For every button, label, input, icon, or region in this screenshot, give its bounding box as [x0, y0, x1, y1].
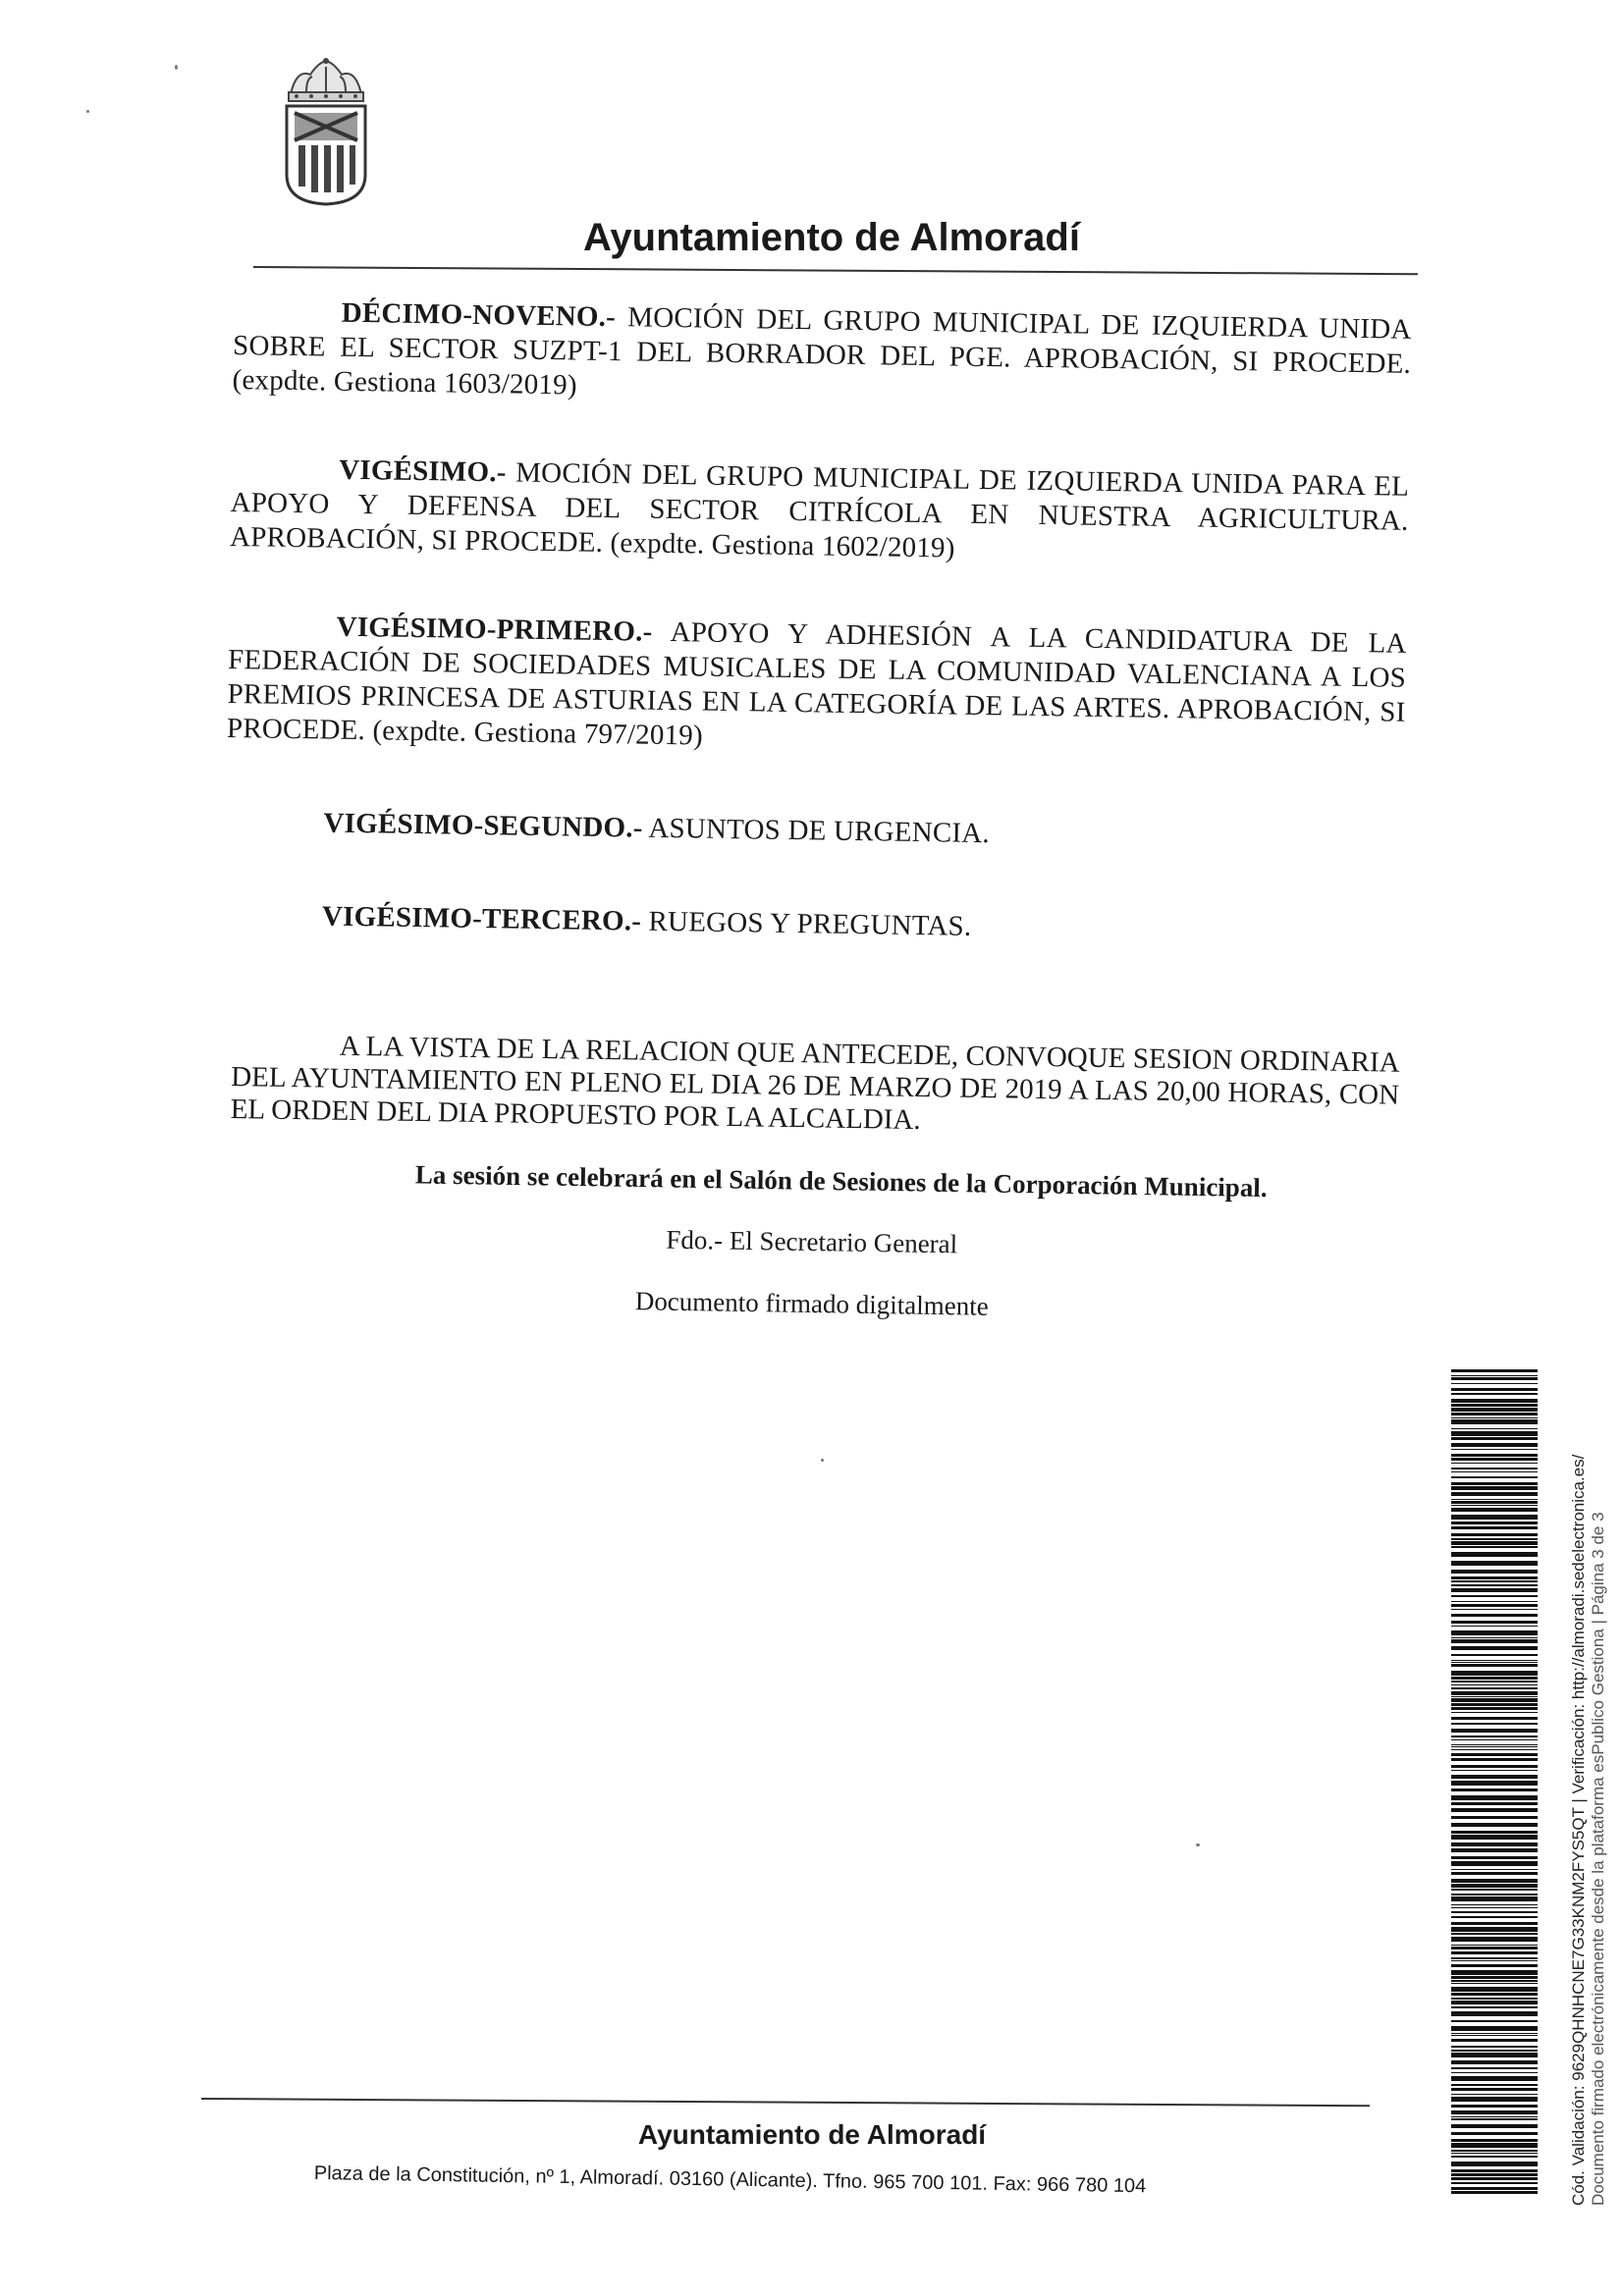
barcode-bar — [1451, 2156, 1538, 2158]
coat-of-arms-icon — [277, 57, 375, 209]
barcode-bar — [1451, 1499, 1538, 1500]
barcode-bar — [1451, 2026, 1538, 2031]
barcode-bar — [1451, 1861, 1538, 1866]
barcode-bar — [1451, 1993, 1538, 1996]
barcode-bar — [1451, 2046, 1538, 2048]
agenda-item — [224, 898, 1402, 951]
barcode-bar — [1451, 1443, 1538, 1447]
barcode-bar — [1451, 1637, 1538, 1638]
barcode-bar — [1451, 1630, 1538, 1635]
barcode-bar — [1451, 1758, 1538, 1761]
barcode-bar — [1451, 2050, 1538, 2052]
barcode-bar — [1451, 1541, 1538, 1545]
barcode-bar — [1451, 1717, 1538, 1720]
barcode-bar — [1451, 1987, 1538, 1992]
barcode-bar — [1451, 2072, 1538, 2073]
barcode-bar — [1451, 1393, 1538, 1395]
barcode-bar — [1451, 2011, 1538, 2016]
barcode-bar — [1451, 1698, 1538, 1702]
barcode-bar — [1451, 1970, 1538, 1975]
barcode-bar — [1451, 1482, 1538, 1485]
barcode-bar — [1451, 1937, 1538, 1942]
barcode-bar — [1451, 2182, 1538, 2184]
barcode-bar — [1451, 1604, 1538, 1607]
barcode-bar — [1451, 1375, 1538, 1376]
barcode-bar — [1451, 1770, 1538, 1771]
barcode-bar — [1451, 1388, 1538, 1391]
barcode-bar — [1451, 1957, 1538, 1959]
barcode-bar — [1451, 1468, 1538, 1469]
barcode-bar — [1451, 1639, 1538, 1643]
barcode-bar — [1451, 2116, 1538, 2117]
barcode-bar — [1451, 1522, 1538, 1524]
barcode-bar — [1451, 1703, 1538, 1706]
barcode-bar — [1451, 1712, 1538, 1713]
barcode-bar — [1451, 1408, 1538, 1412]
barcode-bar — [1451, 1601, 1538, 1602]
agenda-item-number: VIGÉSIMO-TERCERO.- — [321, 900, 642, 937]
agenda-item — [232, 294, 1412, 416]
agenda-item-number: VIGÉSIMO-SEGUNDO.- — [323, 807, 643, 844]
barcode-bar — [1451, 1526, 1538, 1529]
barcode-bar — [1451, 1621, 1538, 1624]
barcode-bar — [1451, 2187, 1538, 2190]
barcode-bar — [1451, 1795, 1538, 1800]
barcode-bar — [1451, 2033, 1538, 2034]
closing-paragraph — [230, 1029, 1399, 1145]
barcode-bar — [1451, 1980, 1538, 1982]
barcode-bar — [1451, 1458, 1538, 1461]
barcode-bar — [1451, 2162, 1538, 2166]
agenda-items — [224, 294, 1412, 951]
barcode-bar — [1451, 1626, 1538, 1627]
barcode-bar — [1451, 1684, 1538, 1685]
barcode-bar — [1451, 1515, 1538, 1520]
barcode-bar — [1451, 2035, 1538, 2036]
barcode-bar — [1451, 2110, 1538, 2114]
barcode-bar — [1451, 1896, 1538, 1901]
agenda-item-number: VIGÉSIMO.- — [338, 454, 507, 489]
barcode-bar — [1451, 1775, 1538, 1779]
barcode-bar — [1451, 1723, 1538, 1725]
barcode-bar — [1451, 1369, 1538, 1372]
barcode-bar — [1451, 1781, 1538, 1786]
barcode-bar — [1451, 1848, 1538, 1852]
barcode-bar — [1451, 2053, 1538, 2057]
barcode-bar — [1451, 1681, 1538, 1682]
agenda-item — [225, 805, 1403, 858]
barcode-bar — [1451, 1508, 1538, 1512]
barcode-bar — [1451, 1570, 1538, 1574]
barcode-bar — [1451, 1998, 1538, 2000]
barcode-bar — [1451, 1753, 1538, 1756]
barcode-bar — [1451, 2006, 1538, 2008]
barcode-bar — [1451, 1729, 1538, 1733]
barcode-bar — [1451, 2097, 1538, 2102]
barcode-bar — [1451, 1933, 1538, 1935]
barcode-bar — [1451, 2060, 1538, 2064]
barcode-bar — [1451, 1808, 1538, 1812]
barcode-bar — [1451, 1916, 1538, 1918]
barcode-bar — [1451, 1664, 1538, 1667]
barcode-bar — [1451, 2088, 1538, 2091]
barcode-bar — [1451, 2067, 1538, 2069]
barcode-bar — [1451, 1894, 1538, 1896]
barcode-bar — [1451, 1947, 1538, 1949]
validation-barcode-icon — [1451, 1369, 1538, 2196]
barcode-bar — [1451, 1983, 1538, 1984]
barcode-bar — [1451, 1823, 1538, 1827]
barcode-bar — [1451, 1501, 1538, 1504]
barcode-bar — [1451, 1765, 1538, 1768]
scan-speck — [175, 65, 178, 70]
barcode-bar — [1451, 1746, 1538, 1747]
barcode-bar — [1451, 2153, 1538, 2154]
footer-divider — [201, 2098, 1370, 2107]
barcode-bar — [1451, 1646, 1538, 1650]
barcode-bar — [1451, 1580, 1538, 1582]
barcode-bar — [1451, 1538, 1538, 1540]
barcode-bar — [1451, 1707, 1538, 1710]
barcode-bar — [1451, 1546, 1538, 1548]
barcode-bar — [1451, 1691, 1538, 1695]
scan-speck — [821, 1459, 824, 1462]
agenda-item-number: DÉCIMO-NOVENO.- — [341, 296, 617, 334]
barcode-bar — [1451, 1428, 1538, 1429]
barcode-bar — [1451, 1584, 1538, 1586]
barcode-bar — [1451, 1561, 1538, 1566]
digital-signature-note: Documento firmado digitalmente — [634, 1286, 989, 1321]
barcode-bar — [1451, 2177, 1538, 2180]
barcode-bar — [1451, 1735, 1538, 1737]
barcode-bar — [1451, 1383, 1538, 1384]
barcode-bar — [1451, 1749, 1538, 1750]
barcode-bar — [1451, 2020, 1538, 2022]
barcode-bar — [1451, 1677, 1538, 1680]
footer-address: Plaza de la Constitución, nº 1, Almoradí. 03160 (Alicante). Tfno. 965 700 101. Fax: 966 780 104 — [313, 2163, 1147, 2198]
barcode-bar — [1451, 1588, 1538, 1592]
barcode-bar — [1451, 2169, 1538, 2172]
barcode-bar — [1451, 1904, 1538, 1905]
barcode-bar — [1451, 1449, 1538, 1450]
barcode-bar — [1451, 1744, 1538, 1745]
barcode-bar — [1451, 1907, 1538, 1908]
barcode-bar — [1451, 1614, 1538, 1617]
barcode-bar — [1451, 1417, 1538, 1418]
agenda-item — [227, 609, 1407, 765]
barcode-bar — [1451, 2191, 1538, 2194]
barcode-bar — [1451, 1463, 1538, 1464]
barcode-bar — [1451, 2076, 1538, 2081]
barcode-bar — [1451, 2173, 1538, 2176]
agenda-item-number: VIGÉSIMO-PRIMERO.- — [336, 611, 653, 648]
barcode-bar — [1451, 1884, 1538, 1888]
barcode-bar — [1451, 1927, 1538, 1932]
agenda-item-text: RUEGOS Y PREGUNTAS. — [640, 905, 972, 942]
barcode-bar — [1451, 1576, 1538, 1579]
barcode-bar — [1451, 2105, 1538, 2108]
barcode-bar — [1451, 1976, 1538, 1979]
agenda-item-text: APOYO Y ADHESIÓN A LA CANDIDATURA DE LA FEDERACIÓN DE SOCIEDADES MUSICALES DE LA COMUNIDAD VALENCIANA A LOS PREMIOS PRINCESA DE ASTURIAS EN LA CATEGORÍA DE LAS ARTES. APROBACIÓN, SI PROCEDE. (expdte. Gestiona 797/2019) — [226, 615, 1407, 752]
validation-code-line: Cód. Validación: 9629QHNHCNE7G33KNM2FYS5QT | Verificación: http://almoradi.sedelectronica.es/ — [1569, 1454, 1588, 2206]
scan-speck — [86, 110, 89, 113]
barcode-bar — [1451, 1889, 1538, 1891]
barcode-bar — [1451, 1377, 1538, 1380]
barcode-bar — [1451, 1960, 1538, 1961]
agenda-item — [230, 452, 1410, 573]
barcode-bar — [1451, 1869, 1538, 1870]
barcode-bar — [1451, 1945, 1538, 1946]
signature-line: Fdo.- El Secretario General — [666, 1224, 958, 1259]
closing-text: A LA VISTA DE LA RELACION QUE ANTECEDE, CONVOQUE SESION ORDINARIA DEL AYUNTAMIENTO EN PLENO EL DIA 26 DE MARZO DE 2019 A LAS 20,00 HORAS, CON EL ORDEN DEL DIA PROPUESTO POR LA ALCALDIA. — [230, 1030, 1400, 1137]
barcode-bar — [1451, 1911, 1538, 1913]
barcode-bar — [1451, 1802, 1538, 1805]
barcode-bar — [1451, 1951, 1538, 1954]
barcode-bar — [1451, 1662, 1538, 1663]
barcode-bar — [1451, 1476, 1538, 1478]
barcode-bar — [1451, 2001, 1538, 2004]
barcode-bar — [1451, 1431, 1538, 1436]
barcode-bar — [1451, 1687, 1538, 1689]
validation-text — [1569, 1371, 1608, 2206]
barcode-bar — [1451, 1595, 1538, 1597]
agenda-item-text: MOCIÓN DEL GRUPO MUNICIPAL DE IZQUIERDA UNIDA PARA EL APOYO Y DEFENSA DEL SECTOR CITRÍCOLA EN NUESTRA AGRICULTURA. APROBACIÓN, SI PROCEDE. (expdte. Gestiona 1602/2019) — [229, 456, 1410, 564]
validation-platform-line: Documento firmado electrónicamente desde la plataforma esPublico Gestiona | Página 3 de 3 — [1589, 1512, 1607, 2206]
barcode-bar — [1451, 1842, 1538, 1846]
agenda-item-text: ASUNTOS DE URGENCIA. — [642, 812, 991, 850]
barcode-bar — [1451, 1413, 1538, 1415]
barcode-bar — [1451, 1872, 1538, 1875]
scan-speck — [1196, 1843, 1200, 1846]
header-divider — [253, 266, 1418, 275]
agenda-item-text: MOCIÓN DEL GRUPO MUNICIPAL DE IZQUIERDA UNIDA SOBRE EL SECTOR SUZPT-1 DEL BORRADOR DEL PGE. APROBACIÓN, SI PROCEDE. (expdte. Gestiona 1603/2019) — [232, 301, 1412, 401]
barcode-bar — [1451, 1404, 1538, 1407]
barcode-bar — [1451, 1654, 1538, 1656]
barcode-bar — [1451, 1471, 1538, 1472]
barcode-bar — [1451, 1454, 1538, 1457]
barcode-bar — [1451, 1671, 1538, 1676]
barcode-bar — [1451, 1816, 1538, 1819]
barcode-bar — [1451, 1739, 1538, 1740]
barcode-bar — [1451, 1399, 1538, 1403]
session-location-note: La sesión se celebrará en el Salón de Sesiones de la Corporación Municipal. — [414, 1159, 1268, 1203]
barcode-bar — [1451, 1419, 1538, 1424]
barcode-bar — [1451, 1609, 1538, 1610]
barcode-bar — [1451, 2039, 1538, 2042]
barcode-bar — [1451, 1492, 1538, 1496]
barcode-bar — [1451, 2084, 1538, 2086]
barcode-bar — [1451, 1660, 1538, 1661]
barcode-bar — [1451, 1505, 1538, 1506]
barcode-bar — [1451, 1696, 1538, 1697]
barcode-bar — [1451, 2094, 1538, 2095]
page-header-title: Ayuntamiento de Almoradí — [583, 216, 1080, 259]
barcode-bar — [1451, 1552, 1538, 1557]
barcode-bar — [1451, 1437, 1538, 1440]
barcode-bar — [1451, 1533, 1538, 1536]
barcode-bar — [1451, 1879, 1538, 1883]
barcode-bar — [1451, 1835, 1538, 1840]
barcode-bar — [1451, 1922, 1538, 1925]
barcode-bar — [1451, 1964, 1538, 1967]
barcode-bar — [1451, 1486, 1538, 1490]
barcode-bar — [1451, 1856, 1538, 1859]
footer-title: Ayuntamiento de Almoradí — [637, 2119, 987, 2150]
barcode-bar — [1451, 1831, 1538, 1834]
barcode-bar — [1451, 1789, 1538, 1791]
